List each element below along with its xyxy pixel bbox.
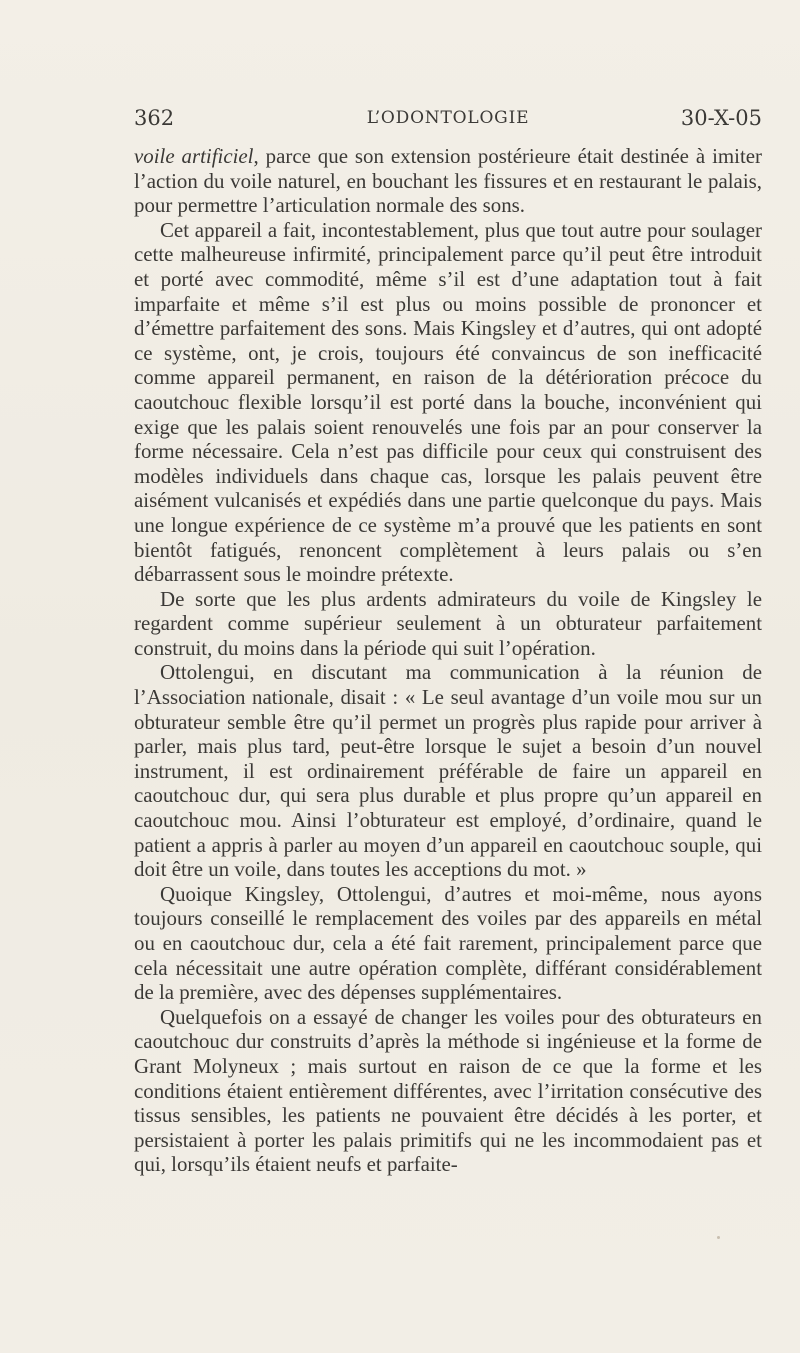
paper-speck (717, 1236, 720, 1239)
body-text (134, 144, 762, 1177)
paragraph-5: Quoique Kingsley, Ottolengui, d’autres et moi-même, nous ayons toujours conseillé le remplacement des voiles par des appareils en métal ou en caoutchouc dur, cela a été fait rarement, principalement parce que cela nécessitait une autre opération complète, différant considérablement de la première, avec des dépenses supplémentaires. (134, 881, 762, 1005)
journal-title: L’ODONTOLOGIE (366, 108, 530, 128)
page-header (134, 106, 762, 140)
paragraph-2: Cet appareil a fait, incontestablement, plus que tout autre pour soulager cette malheureuse infirmité, principalement parce qu’il peut être introduit et porté avec commodité, même s’il est d’une adaptation tout à fait imparfaite et même s’il est plus ou moins possible de prononcer et d’émettre parfaitement des sons. Mais Kingsley et d’autres, qui ont adopté ce système, ont, je crois, toujours été convaincus de son inefficacité comme appareil permanent, en raison de la détérioration précoce du caoutchouc flexible lorsqu’il est porté dans la bouche, inconvénient qui exige que les palais soient renouvelés une fois par an pour conserver la forme nécessaire. Cela n’est pas difficile pour ceux qui construisent des modèles individuels dans chaque cas, lorsque les palais peuvent être aisément vulcanisés et expédiés dans une partie quelconque du pays. Mais une longue expérience de ce système m’a prouvé que les patients en sont bientôt fatigués, renoncent complètement à leurs palais ou s’en débarrassent sous le moindre prétexte. (134, 217, 762, 587)
italic-term: voile artificiel (134, 144, 254, 168)
paragraph-1 (134, 144, 762, 218)
paragraph-4: Ottolengui, en discutant ma communication à la réunion de l’Association nationale, disait : « Le seul avantage d’un voile mou sur un obturateur semble être qu’il permet un progrès plus rapide pour arriver à parler, mais plus tard, peut-être lorsque le sujet a besoin d’un nouvel instrument, il est ordinairement préférable de faire un appareil en caoutchouc dur, qui sera plus durable et plus propre qu’un appareil en caoutchouc mou. Ainsi l’obturateur est employé, d’ordinaire, quand le patient a appris à parler au moyen d’un appareil en caoutchouc souple, qui doit être un voile, dans toutes les acceptions du mot. » (134, 660, 762, 882)
paragraph-6: Quelquefois on a essayé de changer les voiles pour des obturateurs en caoutchouc dur construits d’après la méthode si ingénieuse et la forme de Grant Molyneux ; mais surtout en raison de ce que la forme et les conditions étaient entièrement différentes, avec l’irritation consécutive des tissus sensibles, les patients ne pouvaient être décidés à les porter, et persistaient à porter les palais primitifs qui ne les incommodaient pas et qui, lorsqu’ils étaient neufs et parfaite- (134, 1004, 762, 1177)
paragraph-1-text: , parce que son extension postérieure était destinée à imiter l’action du voile naturel, en bouchant les fissures et en restaurant le palais, pour permettre l’articulation normale des sons. (134, 144, 763, 218)
page-number: 362 (134, 106, 175, 130)
paragraph-3: De sorte que les plus ardents admirateurs du voile de Kingsley le regardent comme supérieur seulement à un obturateur parfaitement construit, du moins dans la période qui suit l’opération. (134, 586, 762, 660)
issue-date: 30-X-05 (680, 106, 762, 130)
